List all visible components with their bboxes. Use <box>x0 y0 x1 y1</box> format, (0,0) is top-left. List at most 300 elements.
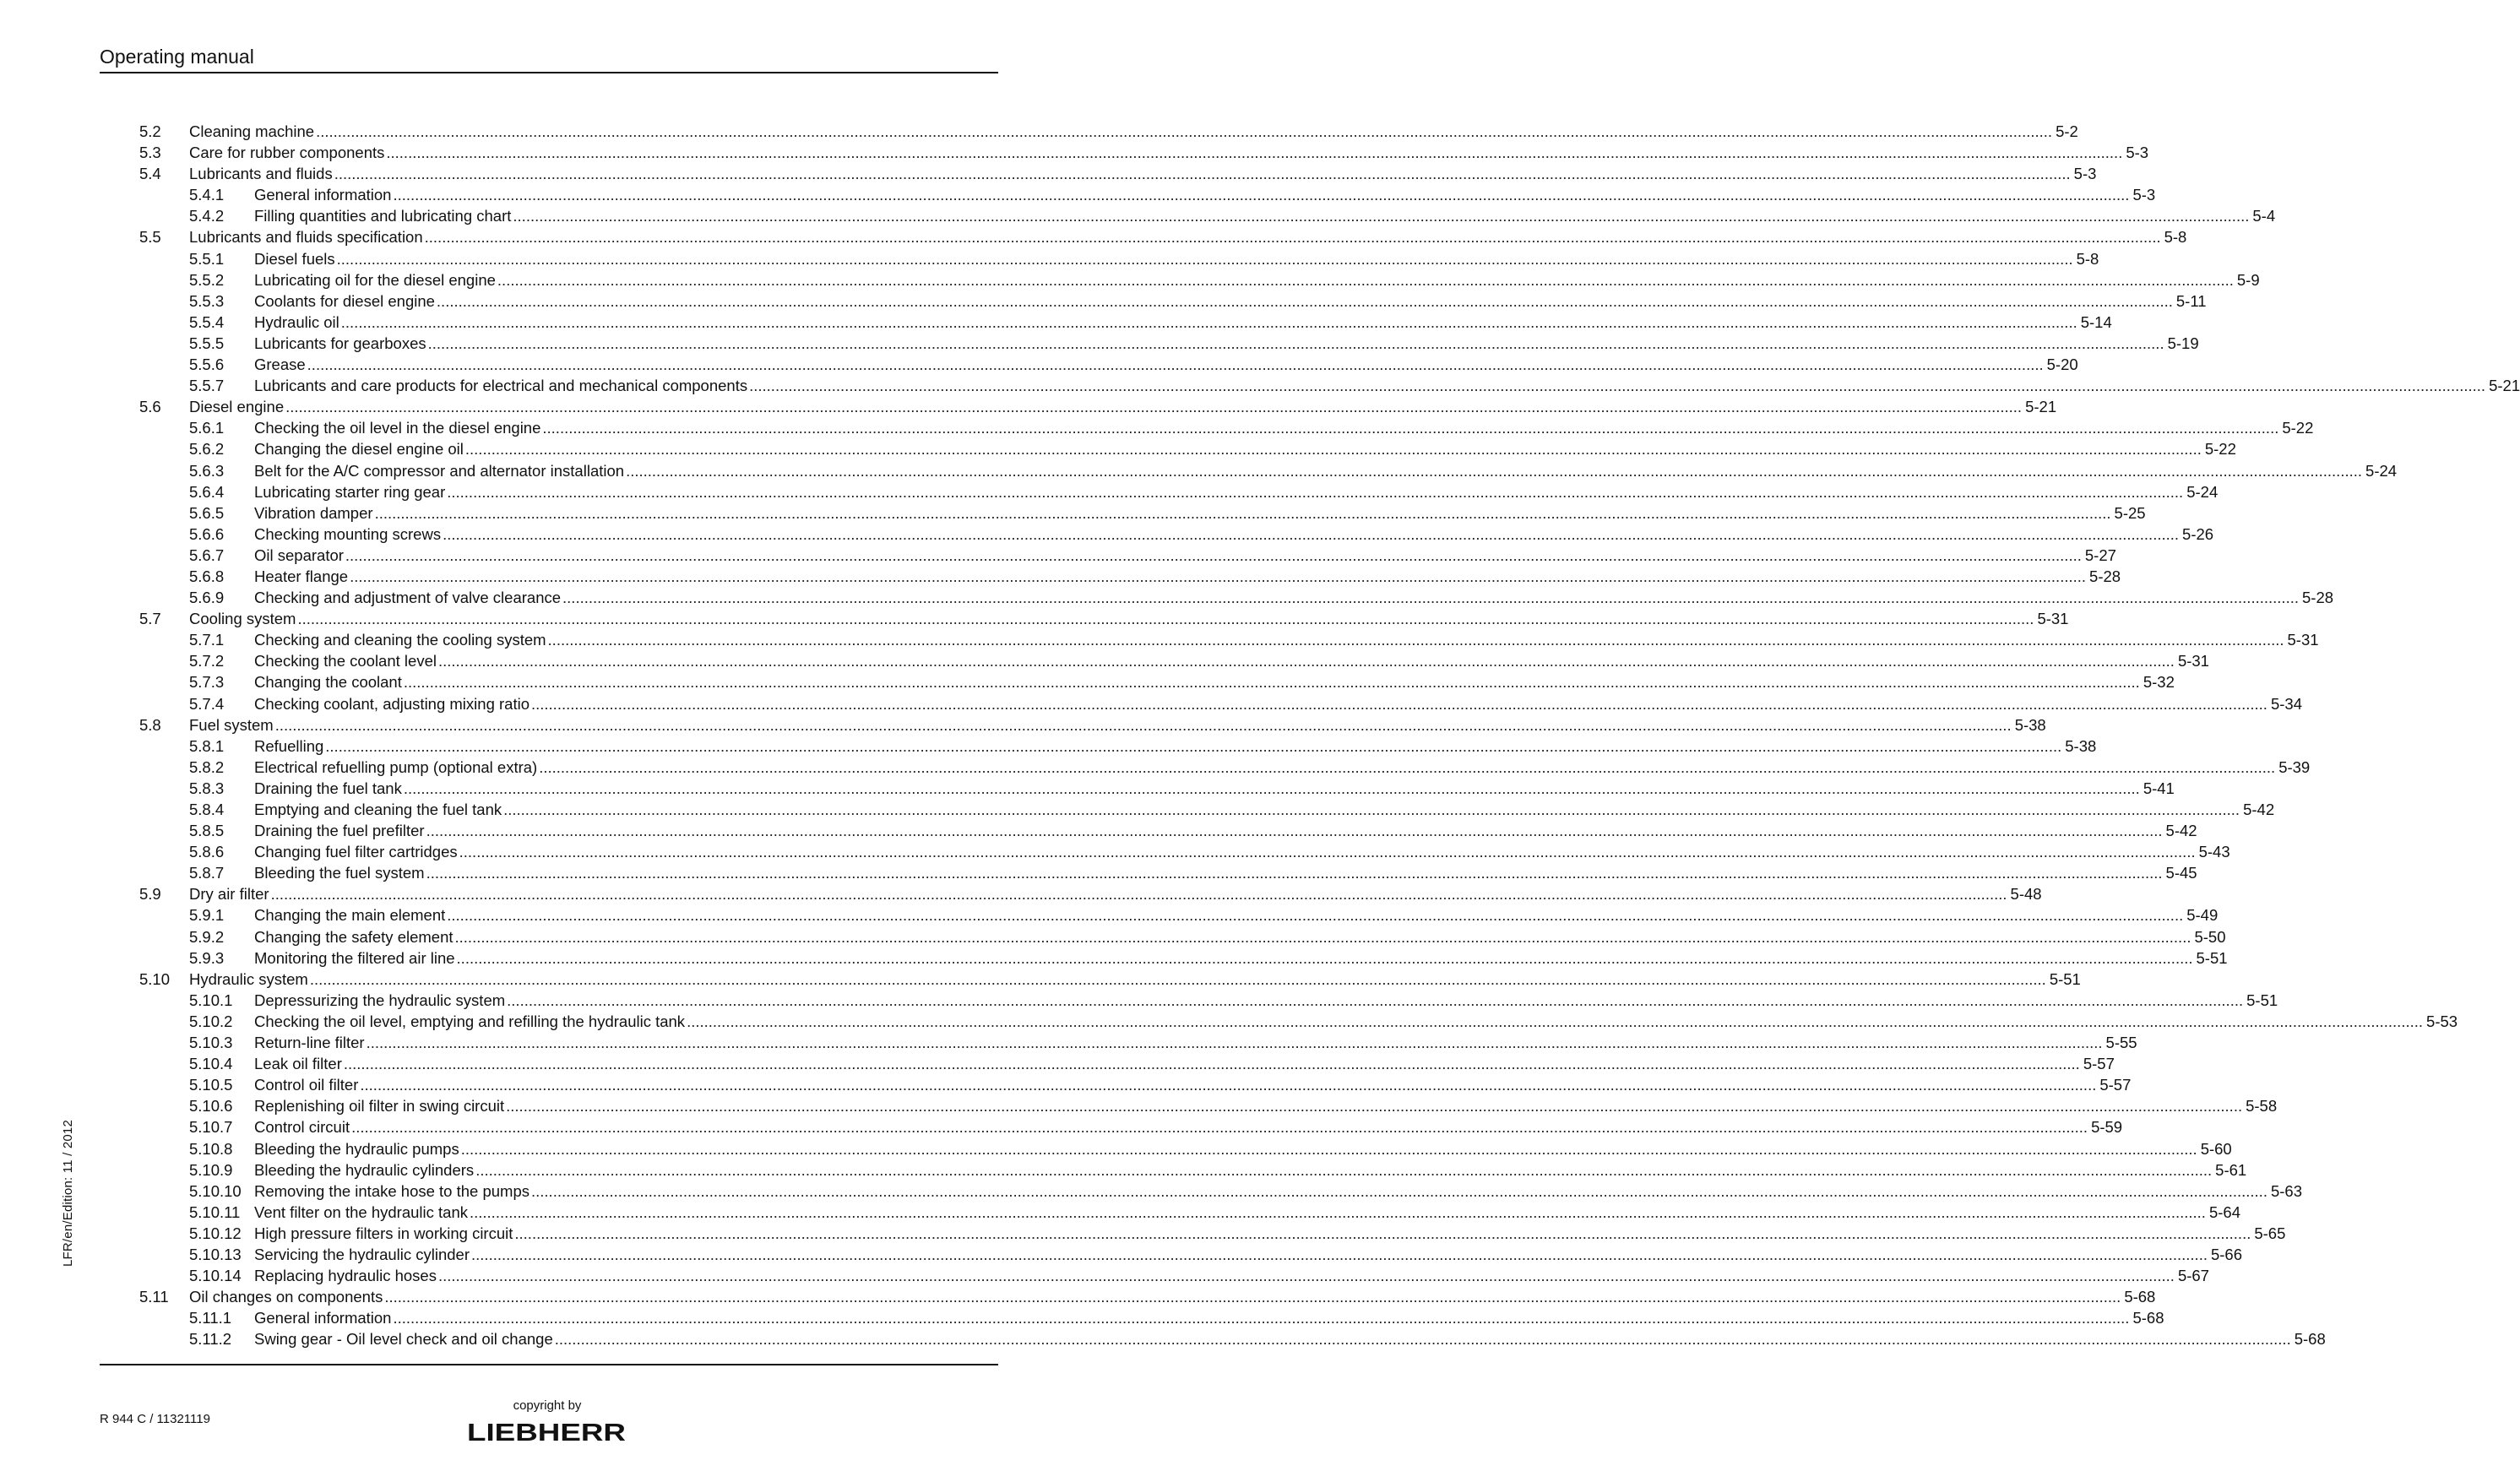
toc-entry[interactable] <box>0 1181 2302 1202</box>
toc-entry[interactable] <box>0 375 2520 396</box>
toc-line <box>254 460 2398 481</box>
toc-section-title: Checking and adjustment of valve clearance <box>254 589 562 607</box>
liebherr-logo <box>467 1419 627 1448</box>
toc-line <box>254 862 2197 883</box>
toc-page-number: 5-68 <box>2294 1330 2326 1349</box>
toc-line <box>254 778 2175 799</box>
toc-leader-dots: ................................................................................................................................................................................................................................................................................................................................................................................................................ <box>542 419 2279 437</box>
toc-entry[interactable] <box>0 163 2097 184</box>
toc-section-title: Monitoring the filtered air line <box>254 948 455 967</box>
toc-leader-dots: ................................................................................................................................................................................................................................................................................................................................................................................................................ <box>437 1267 2175 1285</box>
toc-line <box>189 142 2149 163</box>
toc-entry[interactable] <box>0 417 2314 438</box>
toc-line <box>254 566 2121 587</box>
toc-line <box>254 1181 2302 1202</box>
model-number: R 944 C / 11321119 <box>100 1412 210 1426</box>
toc-section-number: 5.6.5 <box>189 503 225 522</box>
toc-leader-dots: ................................................................................................................................................................................................................................................................................................................................................................................................................ <box>403 673 2140 692</box>
toc-leader-dots: ................................................................................................................................................................................................................................................................................................................................................................................................................ <box>464 440 2202 459</box>
toc-section-title: Control oil filter <box>254 1076 359 1094</box>
toc-line <box>254 1244 2243 1265</box>
toc-section-number: 5.10.13 <box>189 1245 242 1263</box>
toc-line <box>254 1053 2115 1074</box>
toc-page-number: 5-27 <box>2084 546 2116 564</box>
toc-section-number: 5.9.2 <box>189 927 225 946</box>
toc-leader-dots: ................................................................................................................................................................................................................................................................................................................................................................................................................ <box>437 652 2175 670</box>
toc-leader-dots: ................................................................................................................................................................................................................................................................................................................................................................................................................ <box>274 715 2012 734</box>
toc-section-title: Draining the fuel tank <box>254 779 402 797</box>
toc-entry[interactable] <box>0 883 2042 904</box>
toc-page-number: 5-65 <box>2254 1224 2286 1242</box>
toc-section-title: Filling quantities and lubricating chart <box>254 207 512 225</box>
toc-entry[interactable] <box>0 1307 2164 1328</box>
toc-entry[interactable] <box>0 1244 2243 1265</box>
toc-leader-dots: ................................................................................................................................................................................................................................................................................................................................................................................................................ <box>270 885 2007 904</box>
toc-line <box>254 438 2236 459</box>
toc-entry[interactable] <box>0 1265 2209 1286</box>
toc-line <box>189 1286 2156 1307</box>
toc-section-title: Changing the safety element <box>254 927 453 946</box>
toc-leader-dots: ................................................................................................................................................................................................................................................................................................................................................................................................................ <box>343 1055 2080 1073</box>
toc-line <box>189 883 2042 904</box>
toc-section-number: 5.6.4 <box>189 482 225 501</box>
toc-line <box>254 587 2334 608</box>
toc-section-number: 5.7.1 <box>189 631 225 649</box>
toc-entry[interactable] <box>0 693 2302 714</box>
toc-page-number: 5-3 <box>2126 144 2149 162</box>
toc-section-number: 5.10.6 <box>189 1097 233 1116</box>
toc-page-number: 5-38 <box>2014 715 2046 734</box>
toc-page-number: 5-61 <box>2215 1160 2247 1179</box>
toc-page-number: 5-2 <box>2056 122 2078 140</box>
toc-section-number: 5.7.2 <box>189 652 225 670</box>
toc-section-title: Hydraulic oil <box>254 312 339 331</box>
toc-page-number: 5-21 <box>2489 377 2520 395</box>
toc-page-number: 5-11 <box>2175 291 2207 310</box>
toc-page-number: 5-8 <box>2076 249 2099 268</box>
toc-section-number: 5.7 <box>139 610 161 628</box>
page-title: Operating manual <box>100 46 254 68</box>
toc-page-number: 5-55 <box>2105 1034 2137 1052</box>
toc-section-number: 5.8.3 <box>189 779 225 797</box>
toc-leader-dots: ................................................................................................................................................................................................................................................................................................................................................................................................................ <box>497 270 2234 289</box>
toc-entry[interactable] <box>0 502 2146 524</box>
toc-section-number: 5.5.1 <box>189 249 225 268</box>
toc-leader-dots: ................................................................................................................................................................................................................................................................................................................................................................................................................ <box>386 144 2123 162</box>
toc-entry[interactable] <box>0 926 2226 947</box>
toc-page-number: 5-22 <box>2204 440 2236 459</box>
toc-leader-dots: ................................................................................................................................................................................................................................................................................................................................................................................................................ <box>749 377 2486 395</box>
toc-page-number: 5-51 <box>2049 969 2081 988</box>
toc-line <box>254 1328 2326 1349</box>
toc-entry[interactable] <box>0 1202 2240 1223</box>
toc-leader-dots: ................................................................................................................................................................................................................................................................................................................................................................................................................ <box>345 546 2082 564</box>
toc-leader-dots: ................................................................................................................................................................................................................................................................................................................................................................................................................ <box>297 610 2034 628</box>
toc-section-title: Diesel engine <box>189 398 285 416</box>
toc-section-title: Diesel fuels <box>254 249 335 268</box>
toc-leader-dots: ................................................................................................................................................................................................................................................................................................................................................................................................................ <box>447 906 2184 925</box>
toc-leader-dots: ................................................................................................................................................................................................................................................................................................................................................................................................................ <box>460 1139 2197 1158</box>
toc-leader-dots: ................................................................................................................................................................................................................................................................................................................................................................................................................ <box>393 1309 2130 1327</box>
toc-leader-dots: ................................................................................................................................................................................................................................................................................................................................................................................................................ <box>316 122 2053 140</box>
toc-section-number: 5.10.2 <box>189 1012 233 1030</box>
toc-page-number: 5-14 <box>2080 312 2112 331</box>
toc-line <box>254 354 2078 375</box>
toc-line <box>254 333 2199 354</box>
toc-section-title: Changing the main element <box>254 906 446 925</box>
toc-section-title: Refuelling <box>254 736 324 755</box>
toc-entry[interactable] <box>0 1223 2286 1244</box>
toc-entry[interactable] <box>0 524 2214 545</box>
toc-leader-dots: ................................................................................................................................................................................................................................................................................................................................................................................................................ <box>427 334 2164 352</box>
toc-entry[interactable] <box>0 1032 2137 1053</box>
toc-line <box>254 947 2228 969</box>
toc-page-number: 5-8 <box>2164 228 2187 247</box>
toc-leader-dots: ................................................................................................................................................................................................................................................................................................................................................................................................................ <box>374 503 2111 522</box>
toc-section-number: 5.8.7 <box>189 864 225 882</box>
toc-line <box>254 1223 2286 1244</box>
toc-section-number: 5.10.11 <box>189 1202 241 1221</box>
edition-label: LFR/en/Edition: 11 / 2012 <box>61 1120 75 1267</box>
toc-line <box>254 502 2146 524</box>
toc-section-title: Control circuit <box>254 1118 350 1137</box>
toc-leader-dots: ................................................................................................................................................................................................................................................................................................................................................................................................................ <box>447 482 2184 501</box>
toc-line <box>254 904 2219 926</box>
toc-entry[interactable] <box>0 862 2197 883</box>
toc-page-number: 5-42 <box>2165 822 2197 840</box>
toc-entry[interactable] <box>0 121 2078 142</box>
toc-line <box>254 1095 2278 1116</box>
toc-page-number: 5-3 <box>2073 165 2097 183</box>
toc-page-number: 5-31 <box>2037 610 2069 628</box>
toc-page-number: 5-51 <box>2196 948 2228 967</box>
toc-entry[interactable] <box>0 841 2230 862</box>
toc-section-title: Care for rubber components <box>189 144 385 162</box>
toc-section-title: Depressurizing the hydraulic system <box>254 991 506 1009</box>
toc-section-title: Replenishing oil filter in swing circuit <box>254 1097 505 1116</box>
toc-page-number: 5-42 <box>2243 801 2275 818</box>
toc-section-number: 5.6.1 <box>189 419 225 437</box>
toc-section-number: 5.10.12 <box>189 1224 242 1242</box>
toc-section-number: 5.11.2 <box>189 1330 232 1349</box>
toc-leader-dots: ................................................................................................................................................................................................................................................................................................................................................................................................................ <box>366 1034 2103 1052</box>
toc-page-number: 5-53 <box>2426 1012 2458 1030</box>
toc-section-number: 5.2 <box>139 122 161 140</box>
toc-section-title: Servicing the hydraulic cylinder <box>254 1245 470 1263</box>
toc-section-title: Cleaning machine <box>189 122 315 140</box>
toc-section-title: Changing fuel filter cartridges <box>254 843 458 861</box>
toc-section-number: 5.4.2 <box>189 207 225 225</box>
toc-leader-dots: ................................................................................................................................................................................................................................................................................................................................................................................................................ <box>403 779 2140 797</box>
toc-entry[interactable] <box>0 969 2081 990</box>
toc-section-title: Vibration damper <box>254 503 373 522</box>
toc-section-title: Lubricants and care products for electrical and mechanical components <box>254 377 748 395</box>
toc-section-title: Coolants for diesel engine <box>254 291 435 310</box>
toc-leader-dots: ................................................................................................................................................................................................................................................................................................................................................................................................................ <box>626 461 2363 480</box>
toc-line <box>254 650 2209 671</box>
toc-section-title: Grease <box>254 356 306 374</box>
toc-page-number: 5-51 <box>2246 991 2278 1009</box>
toc-entry[interactable] <box>0 1286 2156 1307</box>
toc-entry[interactable] <box>0 608 2069 629</box>
toc-section-number: 5.8.4 <box>189 801 225 818</box>
toc-entry[interactable] <box>0 460 2398 481</box>
toc-section-number: 5.10.10 <box>189 1181 242 1200</box>
toc-section-title: General information <box>254 186 392 204</box>
toc-page-number: 5-41 <box>2143 779 2175 797</box>
toc-page-number: 5-67 <box>2177 1267 2209 1285</box>
toc-section-title: Checking coolant, adjusting mixing ratio <box>254 694 530 713</box>
toc-entry[interactable] <box>0 312 2112 333</box>
toc-page-number: 5-28 <box>2089 567 2121 585</box>
toc-leader-dots: ................................................................................................................................................................................................................................................................................................................................................................................................................ <box>507 991 2244 1009</box>
toc-leader-dots: ................................................................................................................................................................................................................................................................................................................................................................................................................ <box>436 291 2173 310</box>
toc-entry[interactable] <box>0 396 2057 417</box>
toc-entry[interactable] <box>0 736 2097 757</box>
toc-section-title: High pressure filters in working circuit <box>254 1224 513 1242</box>
toc-entry[interactable] <box>0 545 2116 566</box>
toc-entry[interactable] <box>0 333 2199 354</box>
toc-section-number: 5.5.2 <box>189 270 225 289</box>
toc-entry[interactable] <box>0 142 2149 163</box>
toc-entry[interactable] <box>0 1159 2247 1181</box>
toc-section-number: 5.8 <box>139 715 161 734</box>
toc-section-title: Lubricating starter ring gear <box>254 482 446 501</box>
toc-section-title: Electrical refuelling pump (optional extra) <box>254 757 538 776</box>
toc-page-number: 5-22 <box>2282 419 2314 437</box>
toc-leader-dots: ................................................................................................................................................................................................................................................................................................................................................................................................................ <box>459 843 2196 861</box>
page-header <box>100 44 998 73</box>
toc-section-title: Removing the intake hose to the pumps <box>254 1181 530 1200</box>
toc-entry[interactable] <box>0 1116 2123 1137</box>
toc-leader-dots: ................................................................................................................................................................................................................................................................................................................................................................................................................ <box>539 757 2276 776</box>
toc-section-title: Checking and cleaning the cooling system <box>254 631 546 649</box>
table-of-contents <box>0 121 2520 1349</box>
toc-section-title: Checking mounting screws <box>254 524 442 543</box>
toc-leader-dots: ................................................................................................................................................................................................................................................................................................................................................................................................................ <box>547 631 2284 649</box>
toc-leader-dots: ................................................................................................................................................................................................................................................................................................................................................................................................................ <box>469 1202 2206 1221</box>
toc-leader-dots: ................................................................................................................................................................................................................................................................................................................................................................................................................ <box>503 801 2240 818</box>
toc-page-number: 5-31 <box>2287 631 2319 649</box>
toc-leader-dots: ................................................................................................................................................................................................................................................................................................................................................................................................................ <box>475 1160 2213 1179</box>
toc-page-number: 5-21 <box>2025 398 2057 416</box>
toc-entry[interactable] <box>0 587 2334 608</box>
toc-section-title: Lubricants for gearboxes <box>254 334 426 352</box>
toc-entry[interactable] <box>0 1053 2115 1074</box>
toc-line <box>189 121 2078 142</box>
toc-page-number: 5-25 <box>2114 503 2146 522</box>
toc-line <box>254 1074 2132 1095</box>
toc-section-number: 5.5.4 <box>189 312 225 331</box>
toc-section-number: 5.4.1 <box>189 186 225 204</box>
toc-section-number: 5.4 <box>139 165 161 183</box>
toc-page-number: 5-20 <box>2046 356 2078 374</box>
toc-line <box>254 1265 2209 1286</box>
toc-section-number: 5.10.9 <box>189 1160 233 1179</box>
toc-section-number: 5.5.3 <box>189 291 225 310</box>
toc-page-number: 5-43 <box>2198 843 2230 861</box>
toc-section-title: Lubricants and fluids specification <box>189 228 423 247</box>
toc-page-number: 5-4 <box>2252 207 2276 225</box>
toc-section-title: Changing the diesel engine oil <box>254 440 464 459</box>
toc-section-number: 5.10.8 <box>189 1139 233 1158</box>
toc-entry[interactable] <box>0 947 2228 969</box>
toc-line <box>254 629 2319 650</box>
logo-text: LIEBHERR <box>467 1420 627 1447</box>
toc-entry[interactable] <box>0 1095 2278 1116</box>
toc-section-title: Leak oil filter <box>254 1055 342 1073</box>
toc-line <box>254 184 2156 205</box>
footer-divider <box>100 1364 998 1365</box>
toc-section-title: Bleeding the hydraulic pumps <box>254 1139 459 1158</box>
toc-entry[interactable] <box>0 757 2311 778</box>
toc-page-number: 5-19 <box>2167 334 2199 352</box>
copyright-text: copyright by <box>513 1398 582 1413</box>
toc-section-title: Lubricants and fluids <box>189 165 333 183</box>
toc-entry[interactable] <box>0 290 2207 312</box>
toc-page-number: 5-57 <box>2099 1076 2132 1094</box>
toc-leader-dots: ................................................................................................................................................................................................................................................................................................................................................................................................................ <box>506 1097 2243 1116</box>
toc-page-number: 5-50 <box>2194 927 2226 946</box>
toc-section-number: 5.8.6 <box>189 843 225 861</box>
toc-line <box>254 1202 2240 1223</box>
toc-entry[interactable] <box>0 205 2276 226</box>
toc-leader-dots: ................................................................................................................................................................................................................................................................................................................................................................................................................ <box>471 1245 2208 1263</box>
toc-line <box>254 290 2207 312</box>
toc-entry[interactable] <box>0 481 2219 502</box>
toc-section-number: 5.11.1 <box>189 1309 232 1327</box>
toc-section-number: 5.6 <box>139 398 161 416</box>
toc-line <box>254 841 2230 862</box>
toc-entry[interactable] <box>0 248 2099 269</box>
toc-entry[interactable] <box>0 778 2175 799</box>
toc-entry[interactable] <box>0 671 2175 692</box>
toc-line <box>254 1116 2123 1137</box>
toc-page-number: 5-9 <box>2236 270 2260 289</box>
toc-line <box>254 481 2219 502</box>
toc-section-number: 5.11 <box>139 1288 169 1306</box>
toc-section-number: 5.7.3 <box>189 673 225 692</box>
toc-section-title: Replacing hydraulic hoses <box>254 1267 437 1285</box>
toc-entry[interactable] <box>0 566 2121 587</box>
toc-leader-dots: ................................................................................................................................................................................................................................................................................................................................................................................................................ <box>562 589 2299 607</box>
toc-entry[interactable] <box>0 820 2197 841</box>
toc-page-number: 5-58 <box>2246 1097 2278 1116</box>
toc-leader-dots: ................................................................................................................................................................................................................................................................................................................................................................................................................ <box>514 1224 2251 1242</box>
toc-leader-dots: ................................................................................................................................................................................................................................................................................................................................................................................................................ <box>454 927 2191 946</box>
toc-entry[interactable] <box>0 990 2278 1011</box>
toc-page-number: 5-34 <box>2270 694 2302 713</box>
toc-line <box>254 417 2314 438</box>
toc-section-title: Checking the oil level, emptying and refilling the hydraulic tank <box>254 1012 686 1030</box>
toc-line <box>254 990 2278 1011</box>
toc-section-title: Swing gear - Oil level check and oil change <box>254 1330 553 1349</box>
toc-leader-dots: ................................................................................................................................................................................................................................................................................................................................................................................................................ <box>360 1076 2097 1094</box>
toc-line <box>254 736 2097 757</box>
toc-entry[interactable] <box>0 714 2046 736</box>
toc-leader-dots: ................................................................................................................................................................................................................................................................................................................................................................................................................ <box>351 1118 2088 1137</box>
toc-line <box>254 820 2197 841</box>
toc-entry[interactable] <box>0 904 2219 926</box>
toc-leader-dots: ................................................................................................................................................................................................................................................................................................................................................................................................................ <box>340 312 2077 331</box>
toc-section-number: 5.8.5 <box>189 822 225 840</box>
toc-entry[interactable] <box>0 184 2156 205</box>
toc-leader-dots: ................................................................................................................................................................................................................................................................................................................................................................................................................ <box>309 969 2046 988</box>
toc-section-number: 5.6.8 <box>189 567 225 585</box>
toc-line <box>254 312 2112 333</box>
toc-line <box>254 248 2099 269</box>
toc-leader-dots: ................................................................................................................................................................................................................................................................................................................................................................................................................ <box>384 1288 2121 1306</box>
toc-section-number: 5.10.1 <box>189 991 233 1009</box>
toc-section-number: 5.10.14 <box>189 1267 242 1285</box>
toc-section-title: Hydraulic system <box>189 969 308 988</box>
toc-section-title: Checking the oil level in the diesel engine <box>254 419 541 437</box>
toc-line <box>254 205 2276 226</box>
toc-line <box>254 1032 2137 1053</box>
toc-section-number: 5.7.4 <box>189 694 225 713</box>
toc-section-number: 5.6.2 <box>189 440 225 459</box>
toc-page-number: 5-32 <box>2143 673 2175 692</box>
toc-page-number: 5-31 <box>2177 652 2209 670</box>
toc-entry[interactable] <box>0 354 2078 375</box>
toc-page-number: 5-63 <box>2270 1181 2302 1200</box>
toc-entry[interactable] <box>0 1074 2132 1095</box>
toc-section-number: 5.6.7 <box>189 546 225 564</box>
toc-entry[interactable] <box>0 226 2187 247</box>
toc-leader-dots: ................................................................................................................................................................................................................................................................................................................................................................................................................ <box>285 398 2023 416</box>
toc-page-number: 5-68 <box>2124 1288 2156 1306</box>
toc-section-title: Belt for the A/C compressor and alternator installation <box>254 461 625 480</box>
toc-page-number: 5-28 <box>2302 589 2334 607</box>
toc-page-number: 5-24 <box>2365 461 2398 480</box>
toc-section-title: Draining the fuel prefilter <box>254 822 425 840</box>
toc-line <box>254 799 2275 820</box>
toc-entry[interactable] <box>0 1138 2232 1159</box>
toc-line <box>254 757 2311 778</box>
toc-leader-dots: ................................................................................................................................................................................................................................................................................................................................................................................................................ <box>531 1181 2267 1200</box>
toc-line <box>254 1307 2164 1328</box>
toc-entry[interactable] <box>0 269 2260 290</box>
toc-line <box>254 1011 2458 1032</box>
toc-line <box>254 1138 2232 1159</box>
toc-section-number: 5.5.7 <box>189 377 225 395</box>
toc-page-number: 5-59 <box>2091 1118 2123 1137</box>
toc-entry[interactable] <box>0 799 2275 820</box>
toc-entry[interactable] <box>0 1328 2326 1349</box>
toc-line <box>189 226 2187 247</box>
toc-leader-dots: ................................................................................................................................................................................................................................................................................................................................................................................................................ <box>393 186 2130 204</box>
toc-entry[interactable] <box>0 629 2319 650</box>
toc-page-number: 5-39 <box>2278 757 2311 776</box>
toc-entry[interactable] <box>0 438 2236 459</box>
toc-section-title: Dry air filter <box>189 885 269 904</box>
toc-entry[interactable] <box>0 1011 2458 1032</box>
toc-line <box>254 269 2260 290</box>
toc-line <box>189 608 2069 629</box>
toc-page-number: 5-45 <box>2165 864 2197 882</box>
toc-line <box>254 671 2175 692</box>
toc-line <box>254 1159 2247 1181</box>
toc-page-number: 5-49 <box>2186 906 2219 925</box>
toc-page-number: 5-26 <box>2182 524 2214 543</box>
toc-leader-dots: ................................................................................................................................................................................................................................................................................................................................................................................................................ <box>336 249 2073 268</box>
toc-entry[interactable] <box>0 650 2209 671</box>
toc-section-title: Lubricating oil for the diesel engine <box>254 270 496 289</box>
toc-section-number: 5.6.6 <box>189 524 225 543</box>
toc-page-number: 5-57 <box>2083 1055 2115 1073</box>
toc-leader-dots: ................................................................................................................................................................................................................................................................................................................................................................................................................ <box>513 207 2250 225</box>
toc-section-number: 5.10.7 <box>189 1118 233 1137</box>
